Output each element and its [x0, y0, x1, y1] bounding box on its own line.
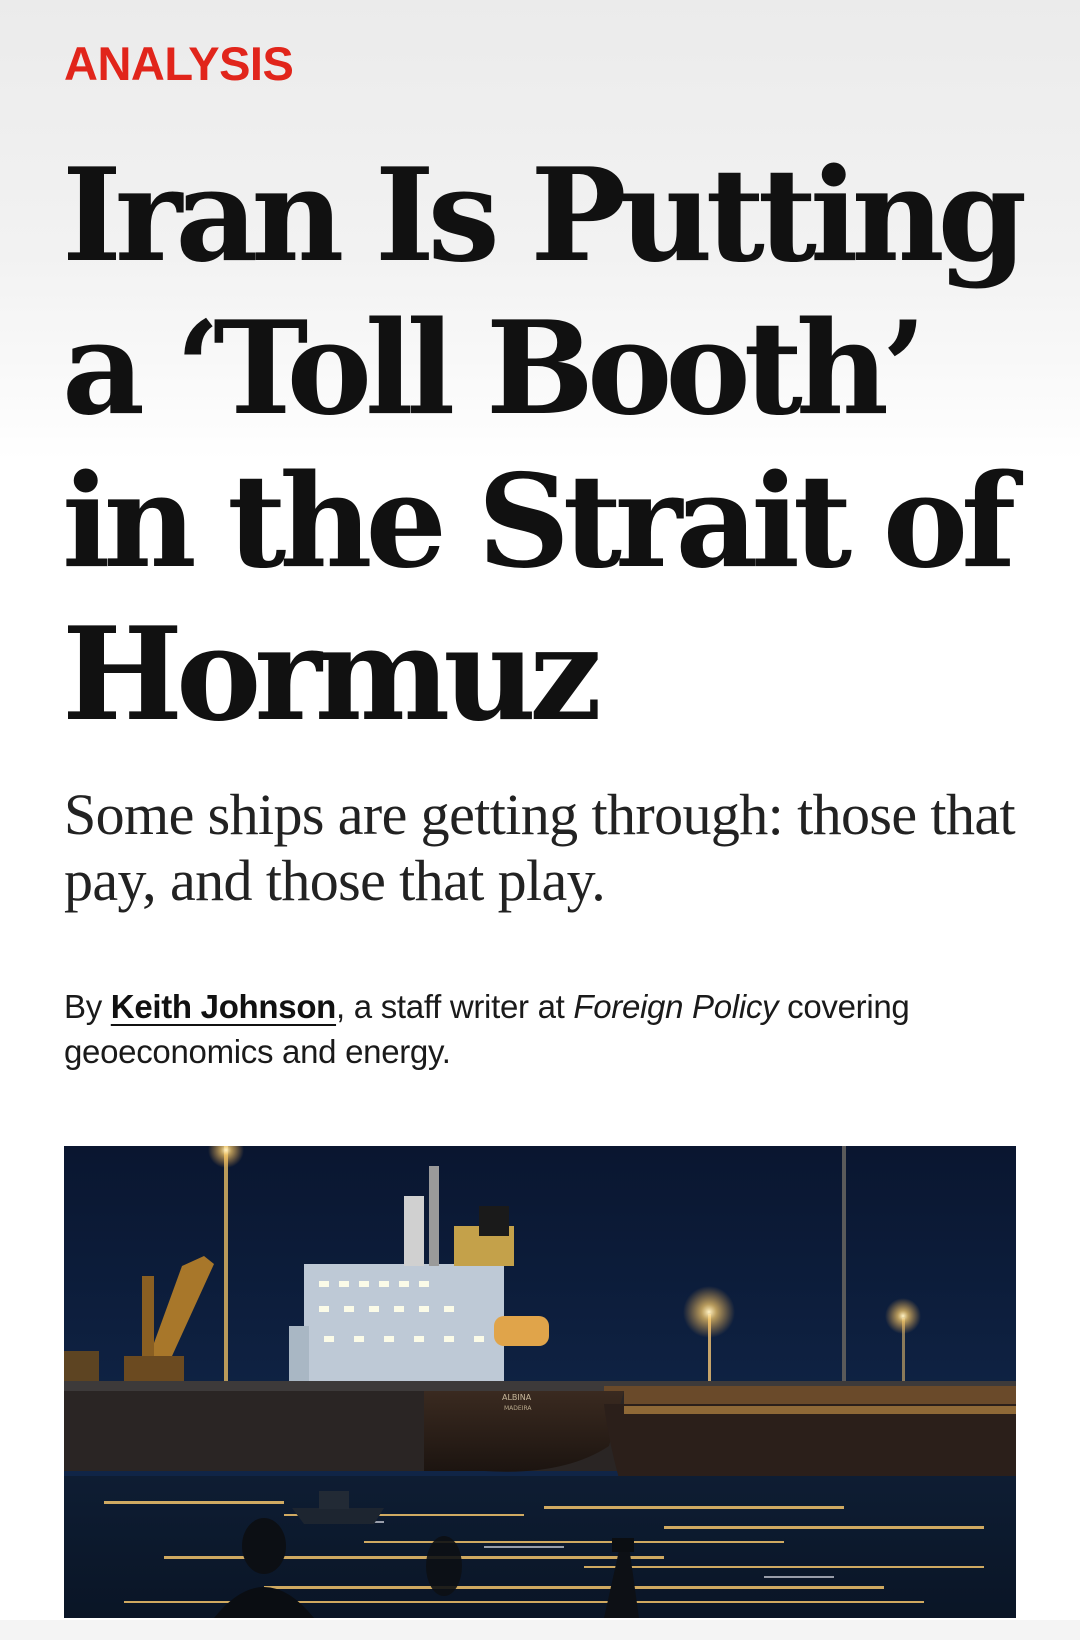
author-link[interactable]: Keith Johnson: [110, 988, 337, 1025]
byline-middle: , a staff writer at: [336, 988, 574, 1025]
headline-line: Iran Is Putting: [62, 141, 1021, 291]
night-port-tanker-photo: [64, 1146, 1016, 1618]
headline: [62, 140, 1022, 752]
page-bottom-strip: [0, 1620, 1080, 1640]
headline-line: in the Strait of: [62, 447, 1010, 597]
byline-suffix: covering geoeconomics and energy.: [64, 988, 910, 1070]
hull-name-text: ALBINA: [502, 1393, 532, 1402]
byline: [64, 984, 984, 1074]
publication-name: Foreign Policy: [573, 988, 779, 1025]
hull-port-text: MADEIRA: [504, 1405, 532, 1412]
headline-line: Hormuz: [62, 600, 595, 750]
headline-line: a ‘Toll Booth’: [62, 294, 920, 444]
byline-prefix: By: [64, 988, 111, 1025]
hero-image[interactable]: [64, 1146, 1016, 1618]
category-label[interactable]: ANALYSIS: [64, 37, 294, 90]
article-deck: Some ships are getting through: those that pay, and those that play.: [64, 782, 1016, 913]
